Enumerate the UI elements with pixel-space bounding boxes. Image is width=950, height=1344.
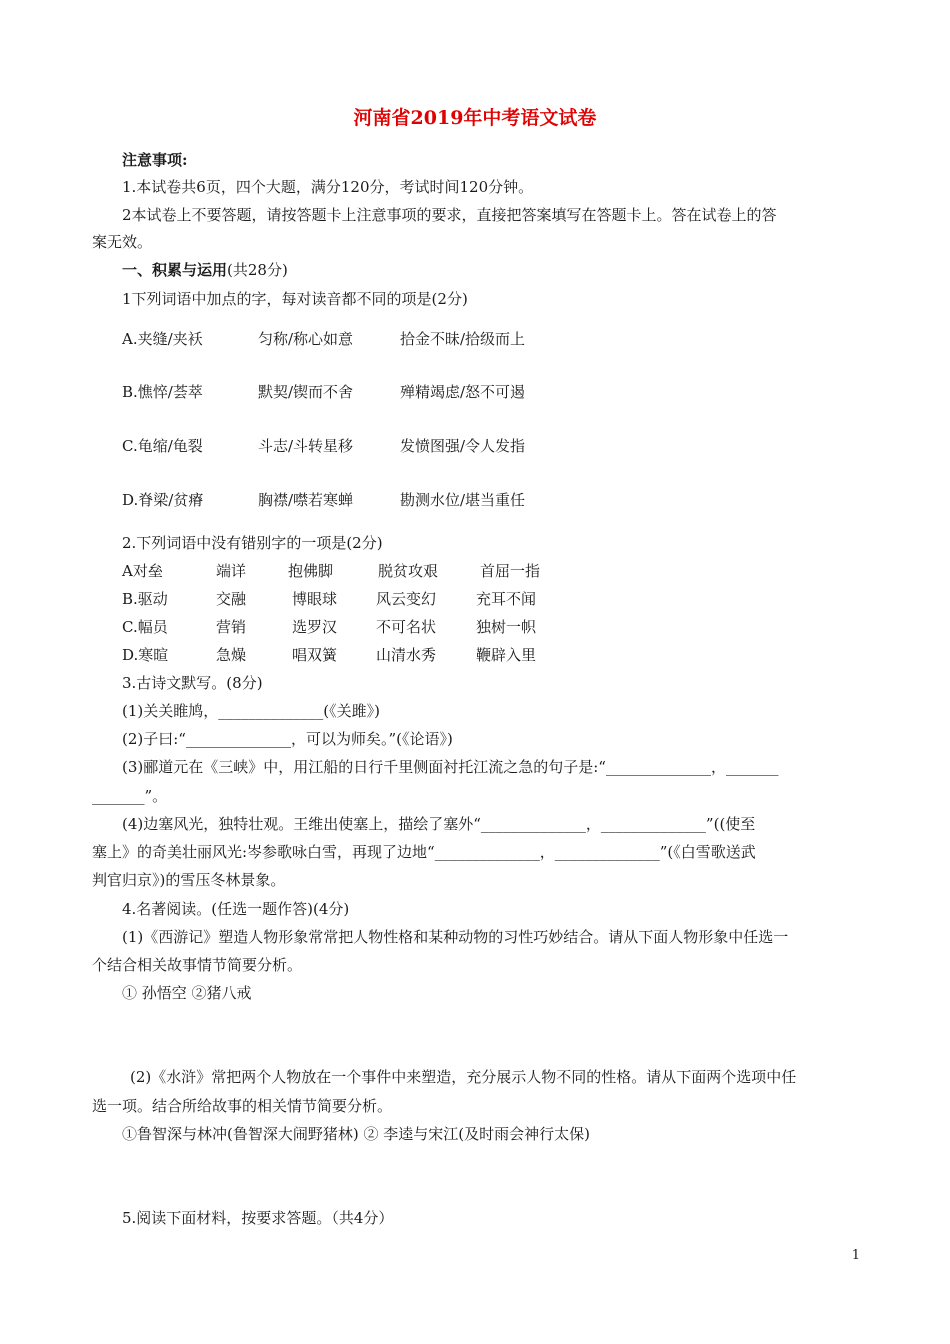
option-word: 发愤图强/令人发指 [400, 437, 526, 455]
option-word: C.幅员 [122, 618, 168, 636]
question-2-option-d [122, 645, 536, 665]
section-1-title: 一、积累与运用 [122, 261, 228, 279]
page-title: 河南省2019年中考语文试卷 [353, 107, 597, 129]
question-4-sub-2-line-2: 选一项。结合所给故事的相关情节简要分析。 [92, 1097, 393, 1115]
section-1-points: (共28分) [227, 261, 288, 279]
question-3-part-1: (1)关关睢鸠，______________(《关雎》) [122, 702, 380, 720]
question-3-stem: 3.古诗文默写。(8分) [122, 674, 263, 692]
question-1-option-a [122, 329, 525, 349]
option-word: 勘测水位/堪当重任 [400, 491, 526, 509]
option-word: 斗志/斗转星移 [258, 437, 354, 455]
question-2-stem: 2.下列词语中没有错别字的一项是(2分) [122, 534, 383, 552]
question-1-option-c [122, 436, 525, 456]
question-3-part-4-line-2: 塞上》的奇美壮丽风光:岑参歌咏白雪，再现了边地“______________，______________”(《白雪歌送武 [92, 843, 756, 861]
question-4-sub-1-line-1: (1)《西游记》塑造人物形象常常把人物性格和某种动物的习性巧妙结合。请从下面人物形象中任选一 [122, 928, 789, 946]
notice-heading: 注意事项: [122, 151, 188, 169]
question-4-sub-1-line-2: 个结合相关故事情节简要分析。 [92, 956, 303, 974]
option-word: C.龟缩/龟裂 [122, 437, 203, 455]
notice-item-1: 1.本试卷共6页，四个大题，满分120分，考试时间120分钟。 [122, 178, 534, 196]
option-word: 交融 [216, 590, 247, 608]
question-4-sub-1-options: ① 孙悟空 ②猪八戒 [122, 984, 252, 1002]
question-1-option-b [122, 382, 525, 402]
question-3-part-4-line-3: 判官归京》)的雪压冬林景象。 [92, 871, 286, 889]
question-2-option-b [122, 589, 536, 609]
option-word: 端详 [216, 562, 247, 580]
option-word: 博眼球 [292, 590, 338, 608]
option-word: 山清水秀 [376, 646, 437, 664]
option-word: 选罗汉 [292, 618, 338, 636]
notice-item-2-line-2: 案无效。 [92, 233, 153, 251]
question-2-option-a [122, 561, 540, 581]
question-3-part-2: (2)子曰:“______________，可以为师矣。”(《论语》) [122, 730, 453, 748]
option-word: D.寒暄 [122, 646, 169, 664]
option-word: 唱双簧 [292, 646, 338, 664]
option-word: 默契/锲而不舍 [258, 383, 354, 401]
option-word: 胸襟/噤若寒蝉 [258, 491, 354, 509]
section-1-heading [122, 260, 288, 280]
option-word: A对垒 [122, 562, 163, 580]
option-word: 脱贫攻艰 [378, 562, 439, 580]
question-1-option-d [122, 490, 525, 510]
question-4-stem: 4.名著阅读。(任选一题作答)(4分) [122, 900, 350, 918]
page-number: 1 [851, 1248, 860, 1263]
option-word: 拾金不昧/拾级而上 [400, 330, 526, 348]
notice-item-2-line-1: 2本试卷上不要答题，请按答题卡上注意事项的要求，直接把答案填写在答题卡上。答在试卷上的答 [122, 206, 777, 224]
option-word: B.驱动 [122, 590, 168, 608]
option-word: 营销 [216, 618, 247, 636]
question-2-option-c [122, 617, 536, 637]
option-word: B.憔悴/荟萃 [122, 383, 203, 401]
option-word: 独树一帜 [476, 618, 537, 636]
option-word: D.脊梁/贫瘠 [122, 491, 204, 509]
question-4-sub-2-line-1: (2)《水浒》常把两个人物放在一个事件中来塑造，充分展示人物不同的性格。请从下面两个选项中任 [130, 1068, 797, 1086]
option-word: 匀称/称心如意 [258, 330, 354, 348]
option-word: 抱佛脚 [288, 562, 334, 580]
option-word: 急燥 [216, 646, 247, 664]
option-word: 殚精竭虑/怒不可遏 [400, 383, 526, 401]
question-3-part-3-line-2: _______”。 [92, 787, 168, 805]
question-1-stem: 1下列词语中加点的字，每对读音都不同的项是(2分) [122, 290, 468, 308]
option-word: 不可名状 [376, 618, 437, 636]
option-word: 鞭辟入里 [476, 646, 537, 664]
option-word: 充耳不闻 [476, 590, 537, 608]
question-5-stem: 5.阅读下面材料，按要求答题。（共4分） [122, 1209, 394, 1227]
option-word: 风云变幻 [376, 590, 437, 608]
question-3-part-3-line-1: (3)郦道元在《三峡》中，用江船的日行千里侧面衬托江流之急的句子是:“______________，_______ [122, 758, 779, 776]
question-4-sub-2-options: ①鲁智深与林冲(鲁智深大闹野猪林) ② 李逵与宋江(及时雨会神行太保) [122, 1125, 590, 1143]
option-word: 首屈一指 [480, 562, 541, 580]
option-word: A.夹缝/夹袄 [122, 330, 203, 348]
question-3-part-4-line-1: (4)边塞风光，独特壮观。王维出使塞上，描绘了塞外“______________，______________”((使至 [122, 815, 756, 833]
